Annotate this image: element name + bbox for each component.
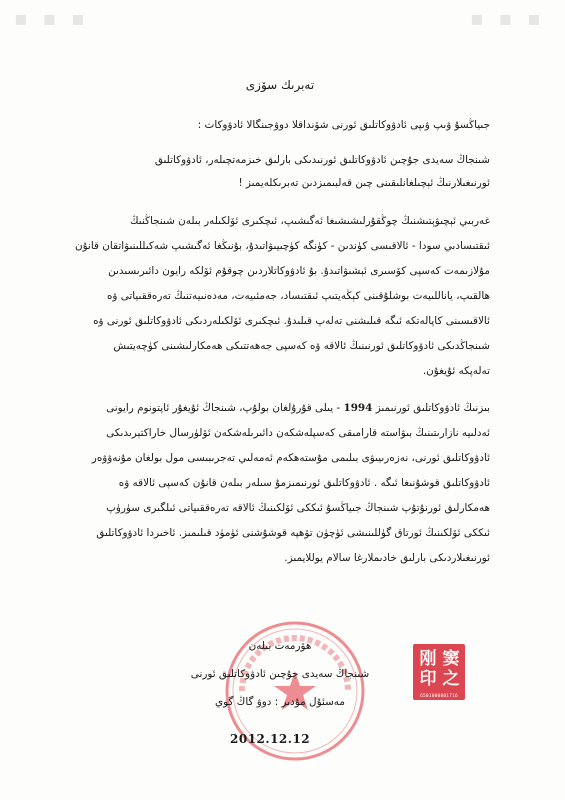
square-personal-seal [413, 644, 465, 700]
paragraph-2-start: بىزنىڭ ئادۋوكاتلىق ئورنىمىز [372, 402, 490, 414]
watermark-top-left: ▪ ▪ ▪ [14, 6, 89, 30]
greeting-line-2: شىنجاڭ سەيدى جۇچىن ئادۋوكاتلىق ئورنىدىكى بارلىق خىزمەتچىلەر، ئادۋوكاتلىق [154, 154, 490, 166]
seal-char-4: 印 [419, 669, 437, 689]
seal-char-1: 窦 [442, 649, 460, 669]
greeting-line-3: ئورنىغىلارنىڭ ئېچىلغانلىقىنى چىن قەلبىمىزدىن تەبرىكلەيمىز ! [238, 177, 490, 189]
paragraph-1: غەربىي ئېچىۋېتىشنىڭ چوڭقۇرلىشىشىغا ئەگىشىپ، ئىچكىرى ئۆلكىلەر بىلەن شىنجاڭنىڭ ئىقتىسادىي سودا - ئالاقىسى كۈندىن - كۈنگە كۈچىيىۋاتىدۇ، بۇنىڭغا ئەگىشىپ شەكىللىنىۋاتقان قانۇن مۇلازىمەت كەسپى كۆسىرى ئېشىۋاتىدۇ. بۇ ئادۋوكاتلاردىن چوقۇم ئۆلكە رايون دائىرىسىدىن ھالقىپ، ياناللىيەت بوشلۇقىنى كېڭەيتىپ ئىقتىساد، جەمئىيەت، مەدەنىيەتنىڭ تەرەققىياتى ۋە ئالاقىسىنى كاپالەتكە ئىگە قىلىشنى تەلەپ قىلىدۇ. ئىچكىرى ئۆلكىلەردىكى ئادۋوكاتلىق ئورنى ۋە شىنجاڭدىكى ئادۋوكاتلىق ئورنىنىڭ ئالاقە ۋە كەسپى جەھەتتىكى ھەمكارلىشىنى كۈچەيتىش تەلەپكە ئۇيغۇن. [74, 215, 490, 377]
watermark-top-right: ▪ ▪ ▪ [470, 6, 545, 30]
seal-char-3: 之 [442, 669, 460, 689]
organization-name: شىنجاڭ سەيدى جۇچىن ئادۋوكاتلىق ئورنى [190, 668, 370, 680]
paragraph-2 [70, 396, 490, 571]
seal-code: 6501000001716 [420, 694, 458, 699]
signature-block [170, 632, 390, 716]
document-title: تەبرىك سۆزى [245, 78, 315, 92]
greeting-line-1: جىياڭسۇ ۋىپ ۋىپى ئادۋوكاتلىق ئورنى شۆنداقلا دوۋجىنگالا ئادۋوكات : [197, 119, 490, 131]
paragraph-2-rest: - يىلى قۇرۇلغان بولۇپ، شىنجاڭ ئۇيغۇر ئاپتونوم رايونى ئەدلىيە نازارىتىنىڭ بىۋاستە قارامىقى كەسپلەشكەن دائىرىلەشكەن ئۆلۈرسال خاراكتېرىدىكى ئادۋوكاتلىق ئورنى، نەزەرىيىۋى بىلىمى مۇستەھكەم ئەمەلىي تەجرىبىسى مول بولغان مۇنەۋۋەر ئادۋوكاتلىق قوشۇنىغا ئىگە . ئادۋوكاتلىق ئورنىمىزمۇ سىلەر بىلەن قانۇن كەسپى ئالاقە ۋە ھەمكارلىق ئورنۇتۇپ شىنجاڭ جىياڭسۇ ئىككى ئۆلكىنىڭ ئالاقە تەرەققىياتى ئىلگىرى سۈرۈپ ئىككى ئۆلكىنىڭ ئورتاق گۈللىنىشى ئۈچۈن تۆھپە قوشۇشنى ئۈمۈد قىلىمىز. ئاخىردا ئادۋوكاتلىق ئورنىغىلاردىكى بارلىق خادىملارغا سالام يوللايمىز. [91, 402, 490, 564]
regards-text: ھۆرمەت بىلەن [248, 640, 312, 652]
seal-char-2: 刚 [419, 649, 437, 669]
document-date: 2012.12.12 [230, 732, 311, 746]
letter-body [70, 78, 490, 583]
paragraph-2-year: 1994 [343, 402, 373, 414]
director-line: مەسئۇل مۇدىر : دوۋ گاڭ گوي [215, 696, 345, 708]
